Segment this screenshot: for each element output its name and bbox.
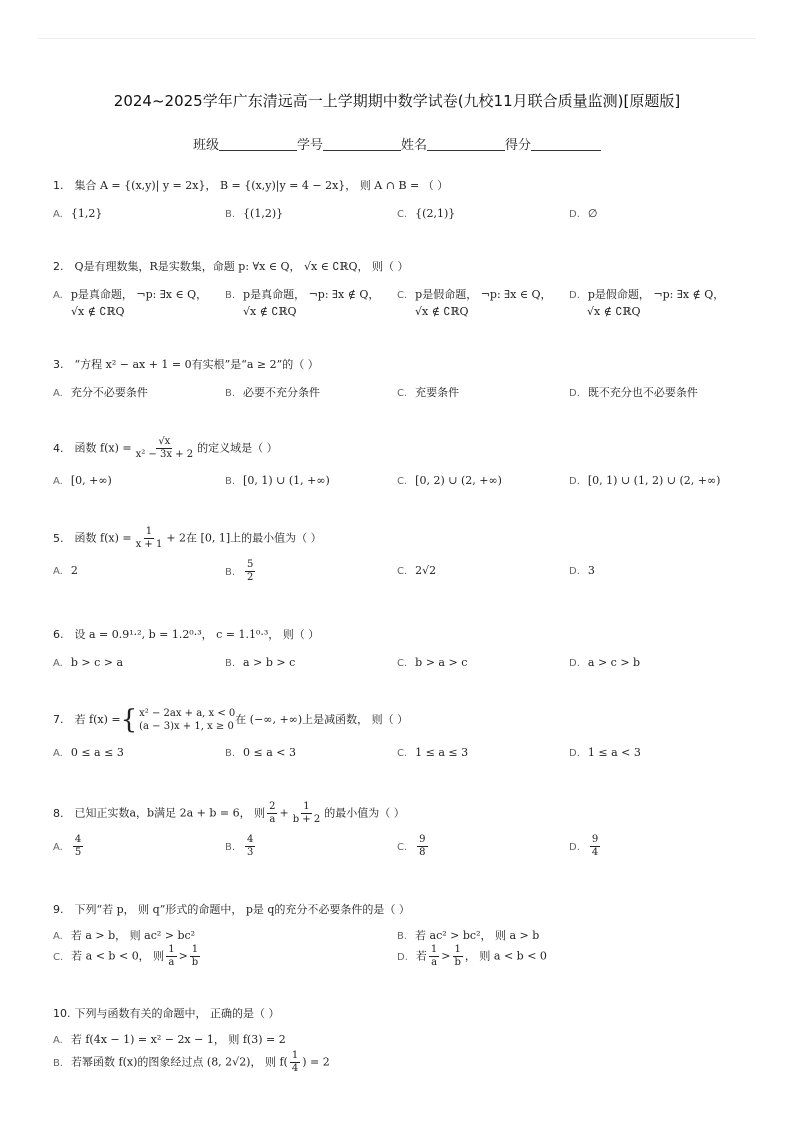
name-blank[interactable]: [427, 137, 505, 151]
question-number: 5.: [53, 531, 64, 545]
option-a[interactable]: A. [0, +∞): [53, 474, 112, 487]
option-b[interactable]: B. {(1,2)}: [225, 207, 284, 220]
option-b[interactable]: B. 若幂函数 f(x)的图象经过点 (8, 2√2)， 则 f( $\frac{1}{4}$ ) = 2: [53, 1050, 330, 1074]
question-4: 4. 函数 f(x) = $\frac{√x}{\text{x² − 3x + 2}}$ 的定义域是（ ） A. [0, +∞) B. [0, 1) ∪ (1, +∞) C. [0, 2) ∪ (2, +∞) D. [0, 1) ∪ (1, 2) ∪ (2, +∞): [53, 436, 753, 491]
score-blank[interactable]: [531, 137, 601, 151]
class-label: 班级: [192, 138, 219, 153]
option-b[interactable]: B. a > b > c: [225, 656, 296, 669]
question-stem: 函数 f(x) =: [74, 441, 132, 455]
option-c[interactable]: C. $\frac{9}{8}$: [397, 834, 426, 858]
option-b[interactable]: B. p是真命题， ¬p: ∃x ∉ Q， √x ∉ ∁ℝQ: [225, 288, 380, 318]
option-d[interactable]: D. 既不充分也不必要条件: [569, 386, 698, 399]
option-c[interactable]: C. 1 ≤ a ≤ 3: [397, 746, 469, 759]
question-number: 2.: [53, 260, 64, 273]
question-stem: 下列与函数有关的命题中， 正确的是（ ）: [74, 1007, 280, 1020]
option-a[interactable]: A. 0 ≤ a ≤ 3: [53, 746, 124, 759]
page-title: 2024~2025学年广东清远高一上学期期中数学试卷(九校11月联合质量监测)[原题版]: [113, 92, 681, 110]
question-stem: Q是有理数集，R是实数集，命题 p: ∀x ∈ Q， √x ∈ ∁ℝQ， 则（ ）: [74, 260, 409, 273]
option-d[interactable]: D. $\frac{9}{4}$: [569, 834, 599, 858]
option-a[interactable]: A. $\frac{4}{5}$: [53, 834, 82, 858]
option-c[interactable]: C. {(2,1)}: [397, 207, 456, 220]
question-7: 7. 若 f(x) = { x² − 2ax + a, x < 0 (a − 3)x + 1, x ≥ 0 在 (−∞, +∞)上是减函数， 则（ ） A. 0 ≤ a ≤ 3 B. 0 ≤ a < 3 C. 1 ≤ a ≤ 3 D. 1 ≤ a < 3: [53, 707, 753, 763]
question-3: [53, 357, 753, 403]
question-stem: “方程 x² − ax + 1 = 0有实根”是“a ≥ 2”的（ ）: [74, 358, 319, 371]
student-info-line: [0, 134, 794, 153]
question-2: [53, 259, 753, 321]
option-c[interactable]: C. b > a > c: [397, 656, 468, 669]
option-b[interactable]: B. 0 ≤ a < 3: [225, 746, 297, 759]
fraction: $\frac{√x}{\text{x² − 3x + 2}}$: [135, 436, 194, 460]
id-label: 学号: [296, 138, 323, 153]
question-number: 4.: [53, 441, 64, 455]
option-a[interactable]: A. 2: [53, 564, 78, 577]
question-number: 10.: [53, 1007, 71, 1020]
option-d[interactable]: D. p是假命题， ¬p: ∃x ∉ Q， √x ∉ ∁ℝQ: [569, 288, 725, 318]
question-9: [53, 902, 753, 972]
question-stem: 若 f(x) =: [74, 713, 121, 726]
question-stem: 设 a = 0.9¹·², b = 1.2⁰·³， c = 1.1⁰·³， 则（ ）: [74, 628, 320, 641]
option-c[interactable]: C. [0, 2) ∪ (2, +∞): [397, 474, 502, 487]
piecewise-function: { x² − 2ax + a, x < 0 (a − 3)x + 1, x ≥ 0: [120, 705, 236, 735]
question-number: 1.: [53, 179, 64, 192]
question-5: 5. 函数 f(x) = $\frac{1}{x + 1}$ + 2在 [0, 1]上的最小值为（ ） A. 2 B. $\frac{5}{2}$ C. 2√2 D. 3: [53, 526, 595, 583]
question-stem: 函数 f(x) =: [74, 531, 132, 545]
option-c[interactable]: C. 若 a < b < 0， 则 $\frac{1}{a}$ > $\frac{1}{b}$: [53, 944, 199, 968]
name-label: 姓名: [401, 138, 428, 153]
option-a[interactable]: A. 若 a > b， 则 ac² > bc²: [53, 929, 196, 942]
option-c[interactable]: C. p是假命题， ¬p: ∃x ∈ Q， √x ∉ ∁ℝQ: [397, 288, 552, 318]
question-number: 9.: [53, 903, 64, 916]
question-10: [53, 1006, 753, 1082]
option-d[interactable]: D. ∅: [569, 207, 598, 220]
option-a[interactable]: A. p是真命题， ¬p: ∃x ∈ Q， √x ∉ ∁ℝQ: [53, 288, 208, 318]
question-1: [53, 178, 753, 224]
question-stem: 下列“若 p， 则 q”形式的命题中， p是 q的充分不必要条件的是（ ）: [74, 903, 410, 916]
question-stem: 集合 A = {(x,y)| y = 2x}， B = {(x,y)|y = 4 − 2x}， 则 A ∩ B = （ ）: [74, 179, 449, 192]
question-8: 8. 已知正实数a，b满足 2a + b = 6， 则 $\frac{2}{a}$ + $\frac{1}{b + 2}$ 的最小值为（ ） A. $\frac{4}{5}$ B. $\frac{4}{3}$ C. $\frac{9}{8}$ D. $\frac{9}{4}$: [53, 801, 753, 864]
option-d[interactable]: D. 1 ≤ a < 3: [569, 746, 641, 759]
option-b[interactable]: B. $\frac{4}{3}$: [225, 834, 254, 858]
question-number: 8.: [53, 806, 64, 820]
option-a[interactable]: A. {1,2}: [53, 207, 103, 220]
option-b[interactable]: B. 必要不充分条件: [225, 386, 321, 399]
option-a[interactable]: A. 充分不必要条件: [53, 386, 148, 399]
option-b[interactable]: B. $\frac{5}{2}$: [225, 559, 254, 583]
class-blank[interactable]: [219, 137, 297, 151]
option-d[interactable]: D. a > c > b: [569, 656, 641, 669]
option-a[interactable]: A. 若 f(4x − 1) = x² − 2x − 1， 则 f(3) = 2: [53, 1033, 286, 1046]
question-number: 7.: [53, 713, 64, 726]
option-d[interactable]: D. [0, 1) ∪ (1, 2) ∪ (2, +∞): [569, 474, 721, 487]
fraction: $\frac{1}{x + 1}$: [135, 526, 163, 550]
option-c[interactable]: C. 充要条件: [397, 386, 460, 399]
question-number: 6.: [53, 628, 64, 641]
option-b[interactable]: B. 若 ac² > bc²， 则 a > b: [397, 929, 540, 942]
score-label: 得分: [505, 138, 532, 153]
option-d[interactable]: D. 3: [569, 564, 595, 577]
question-6: [53, 627, 753, 673]
id-blank[interactable]: [323, 137, 401, 151]
option-a[interactable]: A. b > c > a: [53, 656, 124, 669]
option-b[interactable]: B. [0, 1) ∪ (1, +∞): [225, 474, 330, 487]
option-d[interactable]: D. 若 $\frac{1}{a}$ > $\frac{1}{b}$ ， 则 a < b < 0: [397, 944, 547, 968]
header-rule: [38, 38, 756, 39]
question-stem: 已知正实数a，b满足 2a + b = 6， 则: [74, 806, 266, 820]
question-number: 3.: [53, 358, 64, 371]
option-c[interactable]: C. 2√2: [397, 564, 437, 577]
